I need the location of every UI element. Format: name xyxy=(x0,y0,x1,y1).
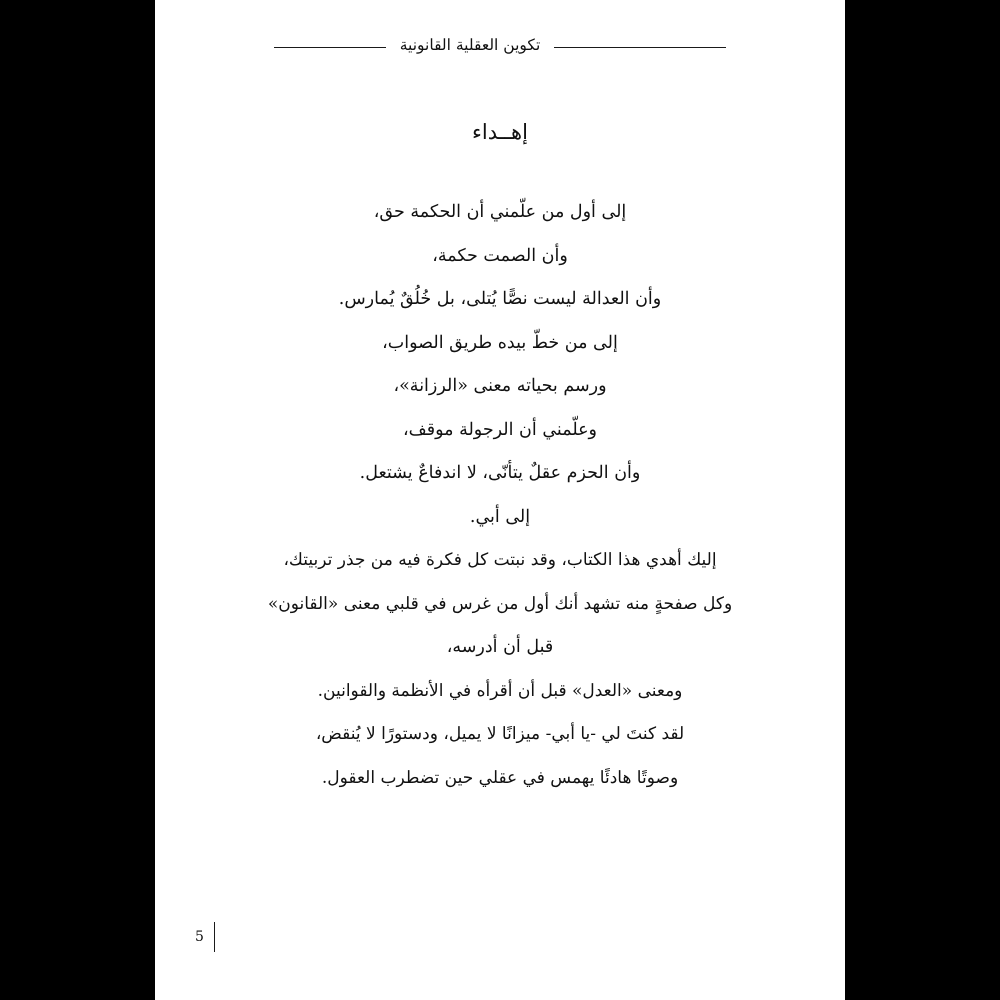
dedication-line: وكل صفحةٍ منه تشهد أنك أول من غرس في قلبي معنى «القانون» xyxy=(267,593,733,614)
dedication-line: إلى من خطّ بيده طريق الصواب، xyxy=(382,332,618,353)
dedication-line: ورسم بحياته معنى «الرزانة»، xyxy=(393,376,607,397)
folio-rule xyxy=(214,922,216,952)
dedication-line: وأن الحزم عقلٌ يتأنّى، لا اندفاعٌ يشتعل. xyxy=(359,463,641,484)
dedication-line: إلى أول من علّمني أن الحكمة حق، xyxy=(373,202,627,223)
dedication-stanza-one xyxy=(155,191,845,322)
dedication-line: ومعنى «العدل» قبل أن أقرأه في الأنظمة والقوانين. xyxy=(317,680,683,701)
dedication-line: لقد كنتَ لي -يا أبي- ميزانًا لا يميل، ودستورًا لا يُنقض، xyxy=(315,724,685,745)
dedication-stanza-three xyxy=(155,496,845,801)
dedication-line: وصوتًا هادئًا يهمس في عقلي حين تضطرب العقول. xyxy=(321,767,679,788)
book-page xyxy=(155,0,845,1000)
dedication-line: إليك أهدي هذا الكتاب، وقد نبتت كل فكرة فيه من جذر تربيتك، xyxy=(283,550,717,571)
page-content xyxy=(155,120,845,800)
dedication-line: وأن العدالة ليست نصًّا يُتلى، بل خُلُقٌ يُمارس. xyxy=(338,289,662,310)
header-rule-right xyxy=(274,47,386,48)
page-number: 5 xyxy=(195,929,204,945)
page-title: إهــداء xyxy=(472,120,528,144)
running-header-title: تكوين العقلية القانونية xyxy=(399,36,541,55)
header-rule-left xyxy=(554,47,726,48)
dedication-line: وعلّمني أن الرجولة موقف، xyxy=(402,419,598,440)
page-folio xyxy=(195,922,215,952)
running-header xyxy=(155,32,845,62)
dedication-line: وأن الصمت حكمة، xyxy=(432,245,568,266)
dedication-line: قبل أن أدرسه، xyxy=(446,637,554,658)
dedication-line: إلى أبي. xyxy=(469,506,531,527)
dedication-stanza-two xyxy=(155,322,845,496)
